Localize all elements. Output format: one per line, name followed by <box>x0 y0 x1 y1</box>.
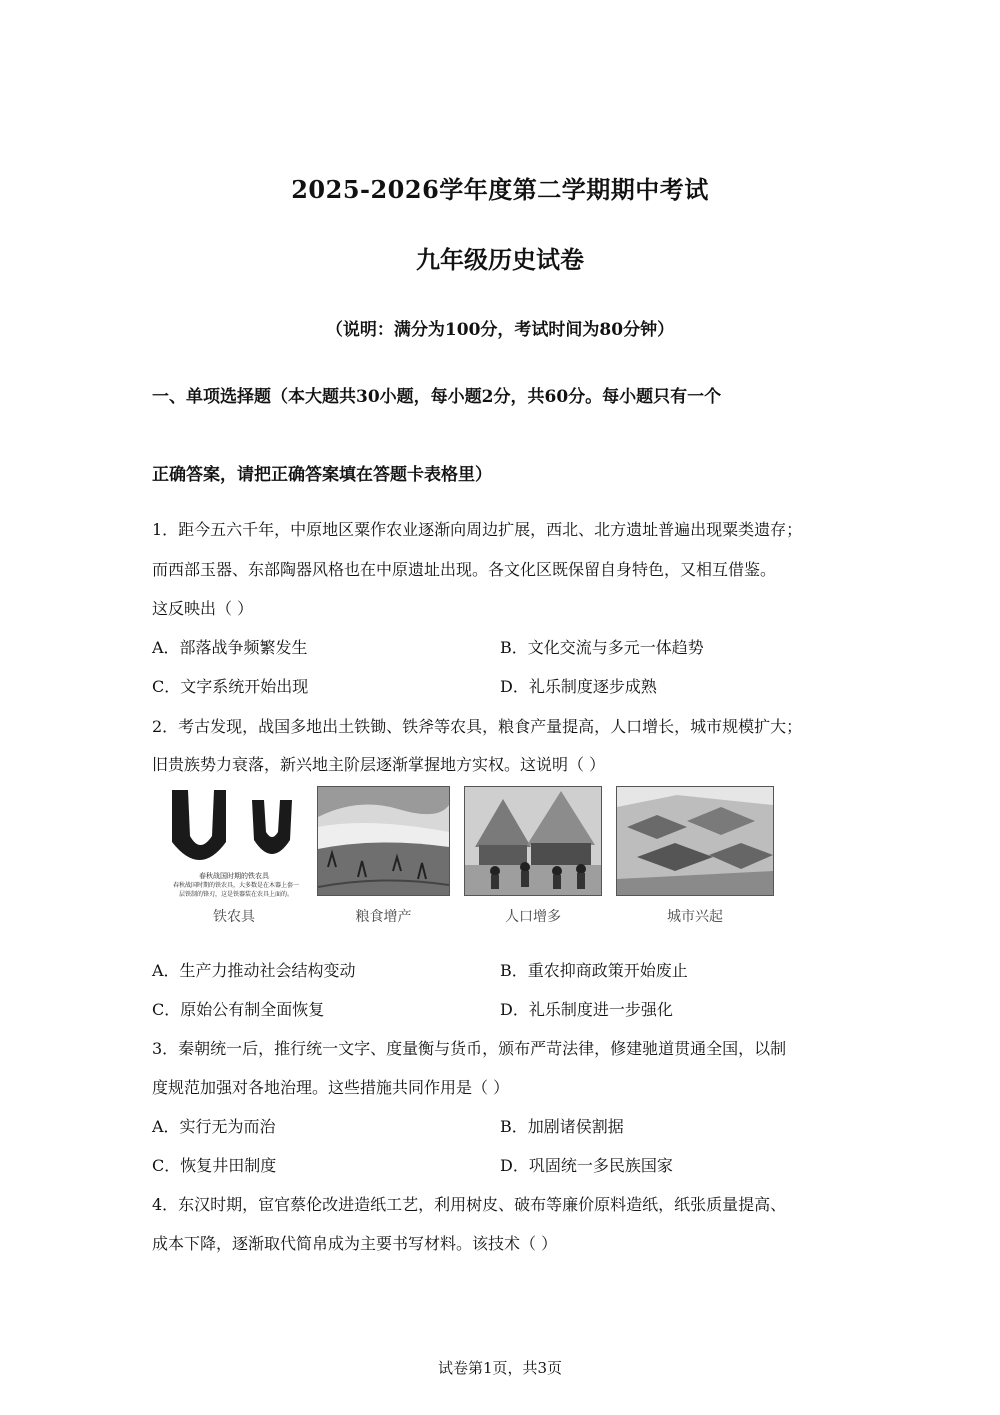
iron-tools-image <box>160 786 308 898</box>
question-1-option-d: D．礼乐制度逐步成熟 <box>500 677 657 696</box>
question-2-figure <box>160 786 780 932</box>
question-1-option-a: A．部落战争频繁发生 <box>152 638 308 657</box>
population-increase-image <box>464 786 602 896</box>
iron-tools-inner-caption: 春秋战国时期的铁农具 <box>199 872 269 880</box>
question-1-line-3: 这反映出（ ） <box>152 599 254 618</box>
figure-population-increase <box>464 786 602 932</box>
question-1-line-1: 1．距今五六千年，中原地区粟作农业逐渐向周边扩展，西北、北方遗址普遍出现粟类遗存； <box>152 520 803 539</box>
question-2-line-1: 2．考古发现，战国多地出土铁锄、铁斧等农具，粮食产量提高，人口增长，城市规模扩大； <box>152 717 803 736</box>
exam-note: （说明：满分为100分，考试时间为80分钟） <box>325 320 675 340</box>
grain-increase-image <box>317 786 450 896</box>
page-footer: 试卷第1页，共3页 <box>437 1359 563 1377</box>
exam-subtitle: 九年级历史试卷 <box>416 245 584 274</box>
figure-caption-grain-increase: 粮食增产 <box>355 909 412 925</box>
iron-tools-inner-text-2: 层铁制的锋刃，这是铁器装在农具上面的。 <box>178 891 294 898</box>
question-2-option-b: B．重农抑商政策开始废止 <box>500 961 688 980</box>
iron-tools-inner-text-1: 春秋战国时期的铁农具，大多数是在木器上套一 <box>172 882 300 889</box>
question-2-option-a: A．生产力推动社会结构变动 <box>152 961 356 980</box>
figure-grain-increase <box>317 786 450 932</box>
section-heading-line2: 正确答案，请把正确答案填在答题卡表格里） <box>152 465 492 485</box>
exam-title: 2025-2026学年度第二学期期中考试 <box>291 175 709 204</box>
question-3-option-b: B．加剧诸侯割据 <box>500 1117 624 1136</box>
question-4-line-1: 4．东汉时期，宦官蔡伦改进造纸工艺，利用树皮、破布等廉价原料造纸，纸张质量提高、 <box>152 1195 787 1214</box>
question-1-line-2: 而西部玉器、东部陶器风格也在中原遗址出现。各文化区既保留自身特色，又相互借鉴。 <box>152 560 777 579</box>
figure-iron-tools <box>160 786 308 932</box>
figure-caption-population-increase: 人口增多 <box>505 909 561 925</box>
figure-caption-iron-tools: 铁农具 <box>213 909 255 925</box>
figure-city-rise <box>616 786 774 932</box>
section-heading-line1: 一、单项选择题（本大题共30小题，每小题2分，共60分。每小题只有一个 <box>152 387 722 407</box>
figure-caption-city-rise: 城市兴起 <box>667 909 723 925</box>
city-rise-image <box>616 786 774 896</box>
question-3-line-1: 3．秦朝统一后，推行统一文字、度量衡与货币，颁布严苛法律，修建驰道贯通全国，以制 <box>152 1039 787 1058</box>
question-1-option-c: C．文字系统开始出现 <box>152 677 309 696</box>
question-3-line-2: 度规范加强对各地治理。这些措施共同作用是（ ） <box>152 1078 510 1097</box>
question-4-line-2: 成本下降，逐渐取代简帛成为主要书写材料。该技术（ ） <box>152 1234 558 1253</box>
question-3-option-d: D．巩固统一多民族国家 <box>500 1156 673 1175</box>
question-3-option-a: A．实行无为而治 <box>152 1117 276 1136</box>
question-2-line-2: 旧贵族势力衰落，新兴地主阶层逐渐掌握地方实权。这说明（ ） <box>152 755 606 774</box>
question-2-option-d: D．礼乐制度进一步强化 <box>500 1000 673 1019</box>
question-3-option-c: C．恢复井田制度 <box>152 1156 277 1175</box>
question-1-option-b: B．文化交流与多元一体趋势 <box>500 638 704 657</box>
question-2-option-c: C．原始公有制全面恢复 <box>152 1000 325 1019</box>
